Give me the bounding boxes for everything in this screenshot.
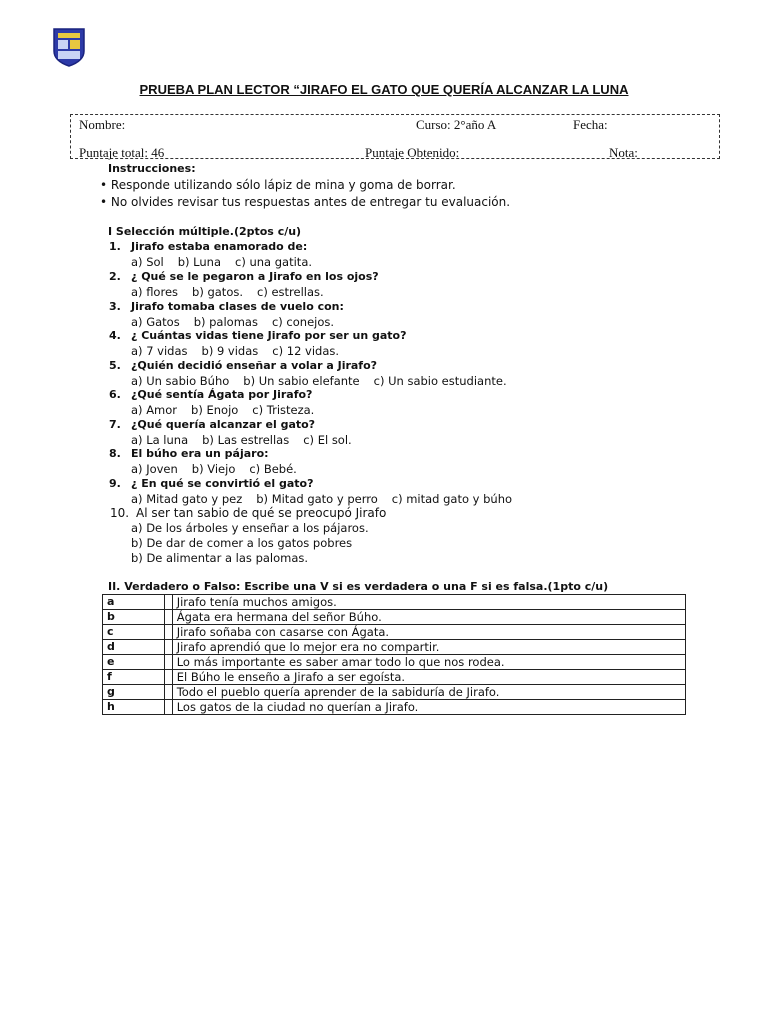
puntaje-total-field: Puntaje total: 46 — [79, 145, 165, 160]
instruction-item: • Responde utilizando sólo lápiz de mina y goma de borrar. — [100, 178, 456, 192]
table-row: b Ágata era hermana del señor Búho. — [103, 610, 686, 625]
question-5-options: a) Un sabio Búho b) Un sabio elefante c) Un sabio estudiante. — [131, 374, 507, 388]
answer-cell[interactable] — [165, 625, 173, 640]
question-10-option: b) De dar de comer a los gatos pobres — [131, 536, 353, 550]
fecha-field: Fecha: — [573, 117, 608, 132]
statement-text: Todo el pueblo quería aprender de la sabiduría de Jirafo. — [172, 685, 685, 700]
answer-cell[interactable] — [165, 670, 173, 685]
question-7: 7. ¿Qué quería alcanzar el gato? — [109, 418, 316, 431]
nombre-field: Nombre: — [79, 117, 126, 132]
answer-cell[interactable] — [165, 595, 173, 610]
table-row: d Jirafo aprendió que lo mejor era no compartir. — [103, 640, 686, 655]
question-6-options: a) Amor b) Enojo c) Tristeza. — [131, 403, 315, 417]
question-2: 2. ¿ Qué se le pegaron a Jirafo en los ojos? — [109, 270, 379, 283]
statement-text: Los gatos de la ciudad no querían a Jirafo. — [172, 700, 685, 715]
question-10-option: a) De los árboles y enseñar a los pájaros. — [131, 521, 369, 535]
question-9-options: a) Mitad gato y pez b) Mitad gato y perro c) mitad gato y búho — [131, 492, 513, 506]
statement-text: Jirafo tenía muchos amigos. — [172, 595, 685, 610]
table-row: g Todo el pueblo quería aprender de la sabiduría de Jirafo. — [103, 685, 686, 700]
answer-cell[interactable] — [165, 610, 173, 625]
table-row: f El Búho le enseño a Jirafo a ser egoísta. — [103, 670, 686, 685]
question-4: 4. ¿ Cuántas vidas tiene Jirafo por ser un gato? — [109, 329, 407, 342]
curso-field: Curso: 2°año A — [416, 117, 497, 132]
statement-text: Jirafo aprendió que lo mejor era no compartir. — [172, 640, 685, 655]
table-row: c Jirafo soñaba con casarse con Ágata. — [103, 625, 686, 640]
instructions-label: Instrucciones: — [108, 162, 196, 175]
answer-cell[interactable] — [165, 640, 173, 655]
table-row: h Los gatos de la ciudad no querían a Jirafo. — [103, 700, 686, 715]
answer-cell[interactable] — [165, 685, 173, 700]
question-10: 10. Al ser tan sabio de qué se preocupó Jirafo — [110, 506, 387, 520]
question-4-options: a) 7 vidas b) 9 vidas c) 12 vidas. — [131, 344, 340, 358]
statement-text: Ágata era hermana del señor Búho. — [172, 610, 685, 625]
question-6: 6. ¿Qué sentía Ágata por Jirafo? — [109, 388, 313, 401]
table-row: e Lo más importante es saber amar todo lo que nos rodea. — [103, 655, 686, 670]
section-1-title: I Selección múltiple.(2ptos c/u) — [108, 225, 302, 238]
answer-cell[interactable] — [165, 700, 173, 715]
true-false-table — [102, 594, 686, 715]
question-3-options: a) Gatos b) palomas c) conejos. — [131, 315, 335, 329]
question-1-options: a) Sol b) Luna c) una gatita. — [131, 255, 313, 269]
question-1: 1. Jirafo estaba enamorado de: — [109, 240, 308, 253]
school-crest-icon — [52, 27, 86, 67]
statement-text: El Búho le enseño a Jirafo a ser egoísta. — [172, 670, 685, 685]
question-5: 5. ¿Quién decidió enseñar a volar a Jirafo? — [109, 359, 378, 372]
document-title: PRUEBA PLAN LECTOR “JIRAFO EL GATO QUE QUERÍA ALCANZAR LA LUNA — [139, 82, 629, 97]
question-10-option: b) De alimentar a las palomas. — [131, 551, 309, 565]
question-3: 3. Jirafo tomaba clases de vuelo con: — [109, 300, 344, 313]
section-2-title: II. Verdadero o Falso: Escribe una V si es verdadera o una F si es falsa.(1pto c/u) — [108, 580, 609, 593]
question-8-options: a) Joven b) Viejo c) Bebé. — [131, 462, 297, 476]
nota-field: Nota: — [609, 145, 638, 160]
puntaje-obtenido-field: Puntaje Obtenido: — [365, 145, 460, 160]
statement-text: Jirafo soñaba con casarse con Ágata. — [172, 625, 685, 640]
question-7-options: a) La luna b) Las estrellas c) El sol. — [131, 433, 352, 447]
student-info-box — [70, 114, 720, 159]
question-8: 8. El búho era un pájaro: — [109, 447, 269, 460]
answer-cell[interactable] — [165, 655, 173, 670]
statement-text: Lo más importante es saber amar todo lo que nos rodea. — [172, 655, 685, 670]
instruction-item: • No olvides revisar tus respuestas antes de entregar tu evaluación. — [100, 195, 511, 209]
question-9: 9. ¿ En qué se convirtió el gato? — [109, 477, 314, 490]
table-row: a Jirafo tenía muchos amigos. — [103, 595, 686, 610]
question-2-options: a) flores b) gatos. c) estrellas. — [131, 285, 324, 299]
